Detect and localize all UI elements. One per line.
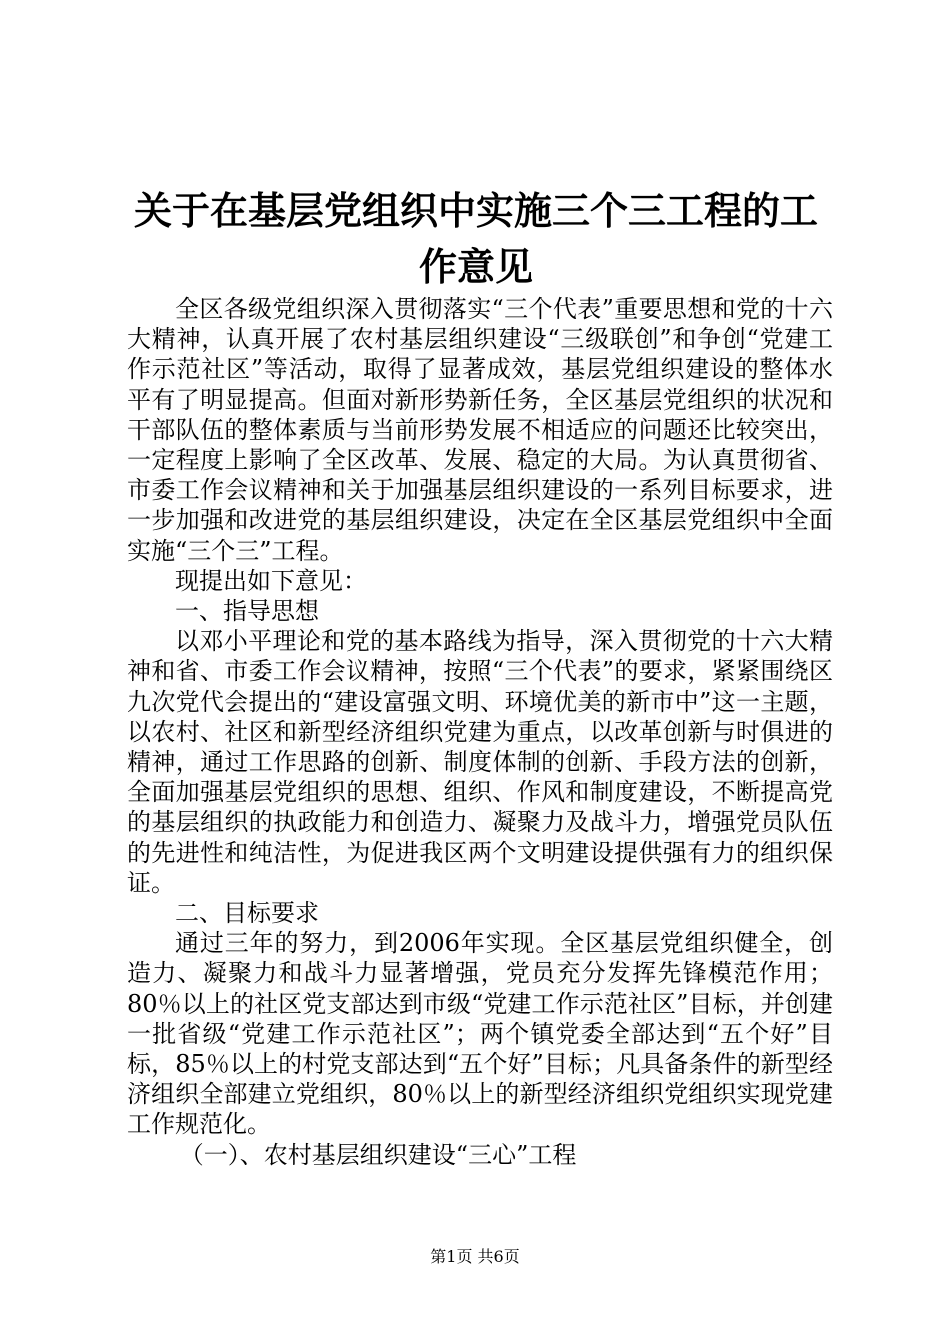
document-body xyxy=(127,294,833,1170)
paragraph-opinion-lead: 现提出如下意见： xyxy=(175,566,367,595)
section-heading-guiding-ideology: 一、指导思想 xyxy=(175,597,319,626)
subsection-heading-rural: （一）、农村基层组织建设“三心”工程 xyxy=(179,1140,577,1169)
document-title: 关于在基层党组织中实施三个三工程的工作意见 xyxy=(133,189,818,290)
paragraph-goals: 通过三年的努力，到2006年实现。全区基层党组织健全，创造力、凝聚力和战斗力显著增强，党员充分发挥先锋模范作用；80％以上的社区党支部达到市级“党建工作示范社区”目标，并创建一批省级“党建工作示范社区”；两个镇党委全部达到“五个好”目标，85％以上的村党支部达到“五个好”目标；凡具备条件的新型经济组织全部建立党组织，80％以上的新型经济组织党组织实现党建工作规范化。 xyxy=(127,929,833,1139)
paragraph-intro: 全区各级党组织深入贯彻落实“三个代表”重要思想和党的十六大精神，认真开展了农村基层组织建设“三级联创”和争创“党建工作示范社区”等活动，取得了显著成效，基层党组织建设的整体水平有了明显提高。但面对新形势新任务，全区基层党组织的状况和干部队伍的整体素质与当前形势发展不相适应的问题还比较突出，一定程度上影响了全区改革、发展、稳定的大局。为认真贯彻省、市委工作会议精神和关于加强基层组织建设的一系列目标要求，进一步加强和改进党的基层组织建设，决定在全区基层党组织中全面实施“三个三”工程。 xyxy=(127,295,833,565)
section-heading-goals: 二、目标要求 xyxy=(175,899,319,928)
page-footer: 第1页 共6页 xyxy=(430,1247,520,1266)
paragraph-guiding-ideology: 以邓小平理论和党的基本路线为指导，深入贯彻党的十六大精神和省、市委工作会议精神，按照“三个代表”的要求，紧紧围绕区九次党代会提出的“建设富强文明、环境优美的新市中”这一主题，以农村、社区和新型经济组织党建为重点，以改革创新与时俱进的精神，通过工作思路的创新、制度体制的创新、手段方法的创新，全面加强基层党组织的思想、组织、作风和制度建设，不断提高党的基层组织的执政能力和创造力、凝聚力及战斗力，增强党员队伍的先进性和纯洁性，为促进我区两个文明建设提供强有力的组织保证。 xyxy=(127,627,833,897)
